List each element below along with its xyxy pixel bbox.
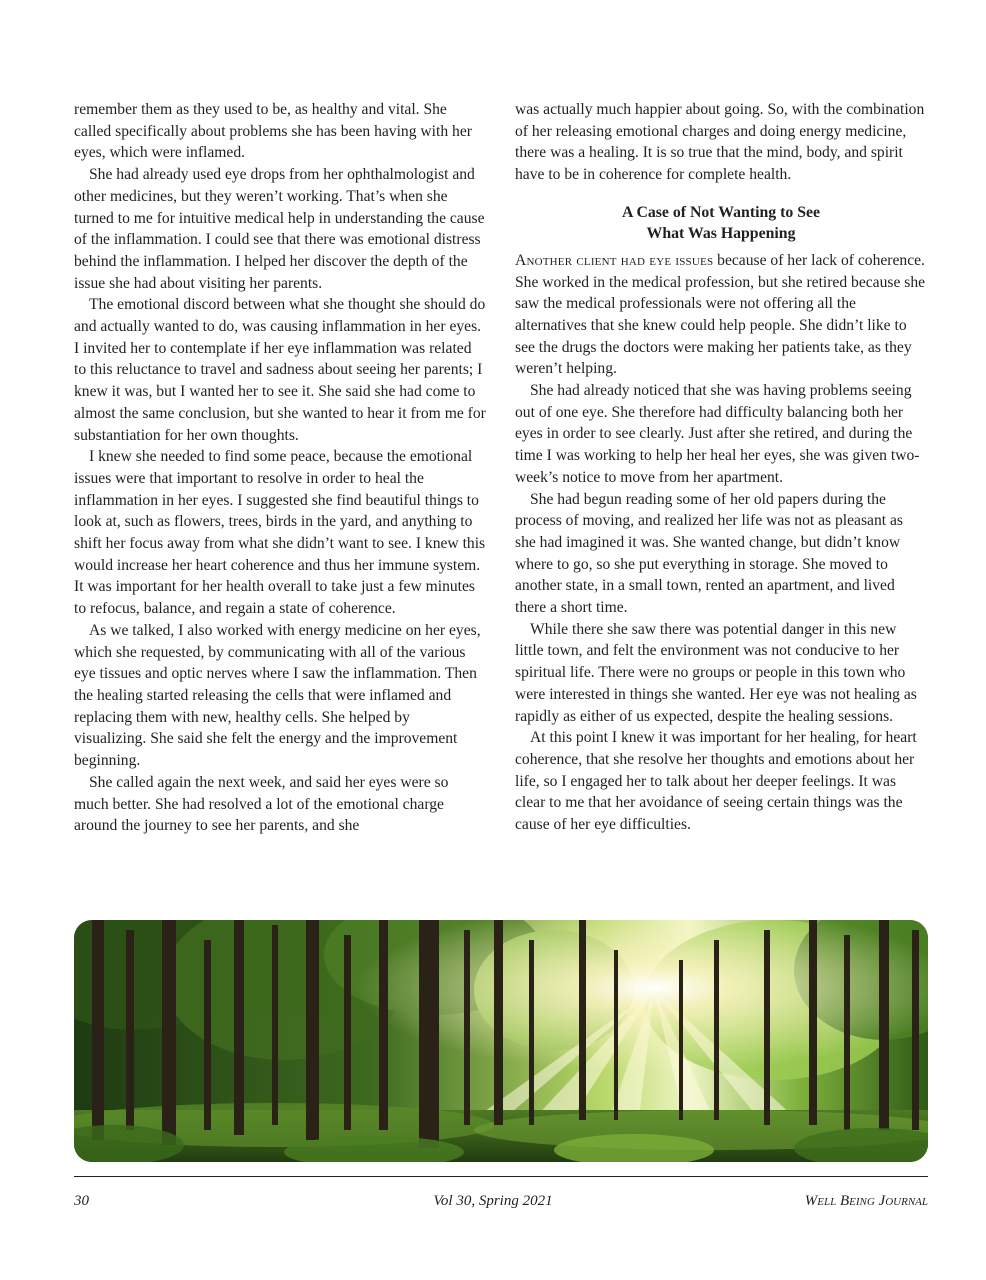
paragraph: I knew she needed to find some peace, because the emotional issues were that important to resolve in order to heal the inflammation in her eyes. I suggested she find beautiful things to look at, such as flowers, trees, birds in the yard, and anything to shift her focus away from what she didn’t want to see. I knew this would increase her heart coherence and thus her immune system. It was important for her health overall to take just a few minutes to refocus, balance, and regain a state of coherence. xyxy=(74,448,486,618)
paragraph: At this point I knew it was important for her healing, for heart coherence, that she resolve her thoughts and emotions about her life, so I engaged her to talk about her deeper feelings. It was clear to me that her avoidance of seeing certain things was the cause of her eye difficulties. xyxy=(515,729,917,834)
paragraph: She had already used eye drops from her ophthalmologist and other medicines, but they weren’t working. That’s when she turned to me for intuitive medical help in understanding the cause of the inflammation. I could see that there was emotional distress behind the inflammation. I helped her discover the depth of the issue she had about visiting her parents. xyxy=(74,166,485,292)
paragraph: was actually much happier about going. So, with the combination of her releasing emotional charges and doing energy medicine, there was a healing. It is so true that the mind, body, and spirit have to be in coherence for complete health. xyxy=(515,101,925,184)
paragraph xyxy=(515,250,927,380)
section-heading xyxy=(515,202,927,244)
paragraph: While there she saw there was potential danger in this new little town, and felt the environment was not conducive to her spiritual life. There were no groups or people in this town who were interested in things she wanted. Her eye was not healing as rapidly as either of us expected, despite the healing sessions. xyxy=(515,620,917,725)
left-column xyxy=(74,99,486,837)
paragraph: She had begun reading some of her old papers during the process of moving, and realized her life was not as pleasant as she had imagined it was. She wanted change, but didn’t know where to go, so she put everything in storage. She moved to another state, in a small town, rented an apartment, and lived there a short time. xyxy=(515,490,903,617)
lead-in-smallcaps: Another client had eye issues xyxy=(515,251,714,269)
heading-line-1: A Case of Not Wanting to See xyxy=(621,203,821,221)
issue-label: Vol 30, Spring 2021 xyxy=(433,1193,553,1209)
page-number: 30 xyxy=(74,1193,89,1209)
paragraph: She had already noticed that she was having problems seeing out of one eye. She therefore had difficulty balancing both her eyes in order to see clearly. Just after she retired, and during the time I was working to help her heal her eyes, she was given two-week’s notice to move from her apartment. xyxy=(515,382,920,486)
paragraph: As we talked, I also worked with energy medicine on her eyes, which she requested, by communicating with all of the various eye tissues and optic nerves where I saw the inflammation. Then the healing started releasing the cells that were inflamed and replacing them with new, healthy cells. She helped by visualizing. She said she felt the energy and the improvement beginning. xyxy=(74,621,481,770)
forest-illustration xyxy=(74,920,928,1162)
paragraph: She called again the next week, and said her eyes were so much better. She had resolved a lot of the emotional charge around the journey to see her parents, and she xyxy=(74,773,449,835)
footer-rule xyxy=(74,1176,928,1177)
heading-line-2: What Was Happening xyxy=(646,224,796,242)
paragraph: The emotional discord between what she thought she should do and actually wanted to do, was causing inflammation in her eyes. I invited her to contemplate if her eye inflammation was related to this reluctance to travel and sadness about seeing her parents; I knew it was, but I wanted her to see it. She said she had come to almost the same conclusion, but she wanted to hear it from me for substantiation for her own thoughts. xyxy=(74,296,486,444)
paragraph: remember them as they used to be, as healthy and vital. She called specifically about problems she has been having with her eyes, which were inflamed. xyxy=(74,101,472,162)
right-column xyxy=(515,99,927,836)
forest-photo xyxy=(74,920,928,1162)
journal-name: Well Being Journal xyxy=(804,1193,928,1209)
lead-in-rest: because of her lack of coherence. She worked in the medical profession, but she retired because she saw the medical professionals were not offering all the alternatives that she knew could help people. She didn’t like to see the drugs the doctors were making her patients take, as they weren’t helping. xyxy=(515,251,926,378)
